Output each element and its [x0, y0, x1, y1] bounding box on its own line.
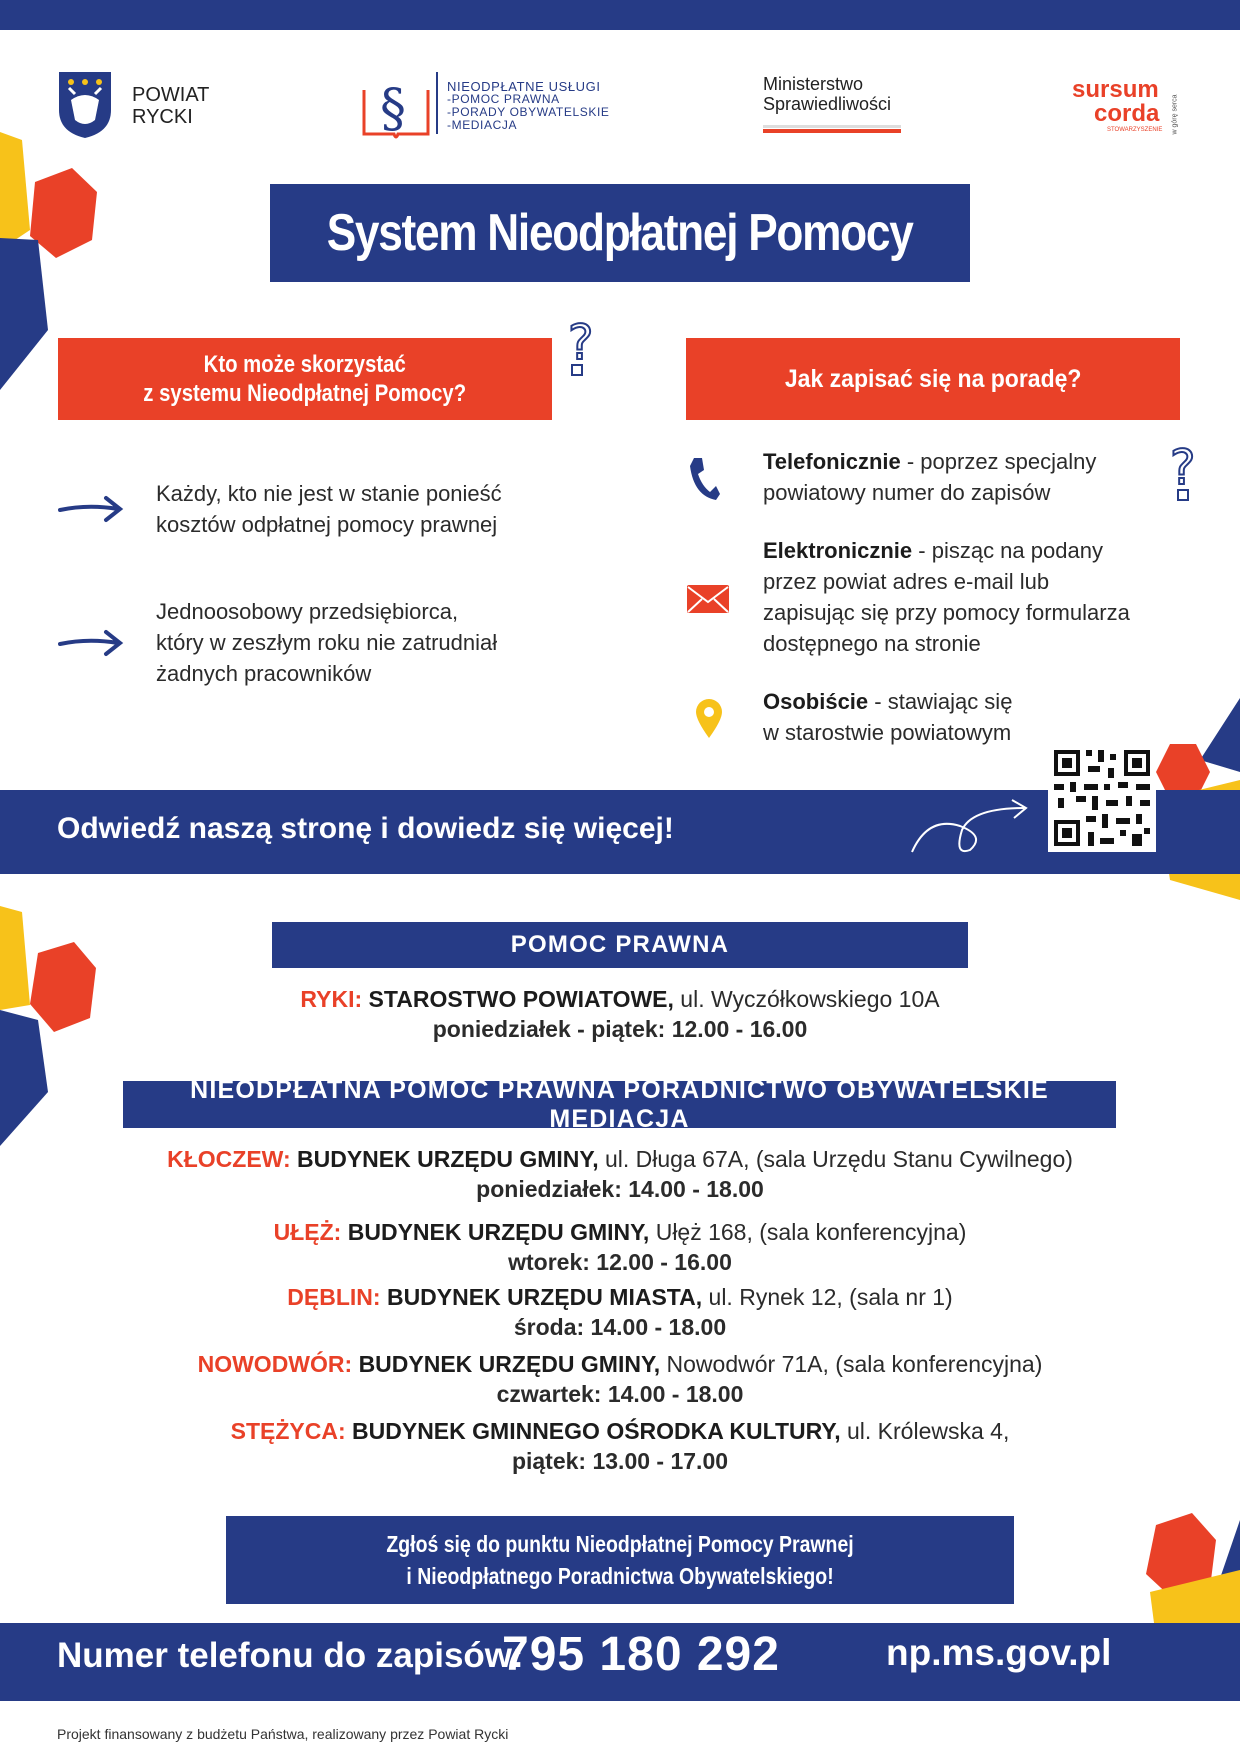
phone-label: Numer telefonu do zapisów:	[57, 1636, 524, 1675]
how-heading-box	[686, 338, 1180, 420]
point-entry-address	[0, 1349, 1240, 1379]
swirl-arrow-icon	[908, 796, 1032, 856]
powiat-rycki-logo	[57, 70, 113, 145]
how-phone-line-2: powiatowy numer do zapisów	[763, 480, 1051, 505]
point-place: DĘBLIN:	[287, 1284, 381, 1310]
phone-icon	[686, 454, 722, 502]
how-email-line-2: przez powiat adres e-mail lub	[763, 569, 1050, 594]
how-phone-bold: Telefonicznie	[763, 449, 901, 474]
how-email	[763, 535, 1130, 659]
how-phone-rest: - poprzez specjalny	[900, 449, 1097, 474]
question-mark-icon	[562, 313, 612, 381]
title-banner	[270, 184, 970, 282]
page-title: System Nieodpłatnej Pomocy	[327, 204, 913, 262]
footer-note: Projekt finansowany z budżetu Państwa, realizowany przez Powiat Rycki	[57, 1726, 509, 1742]
point-street: ul. Rynek 12, (sala nr 1)	[702, 1284, 953, 1310]
point-place: NOWODWÓR:	[197, 1351, 353, 1377]
sursum-corda-logo	[1072, 78, 1162, 134]
point-street: Ułęż 168, (sala konferencyjna)	[649, 1219, 967, 1245]
legal-help-building: STAROSTWO POWIATOWE,	[368, 986, 674, 1012]
nus-line-4: -MEDIACJA	[447, 118, 518, 132]
point-street: ul. Długa 67A, (sala Urzędu Stanu Cywilnego)	[598, 1146, 1073, 1172]
who-heading-box	[58, 338, 552, 420]
point-building: BUDYNEK URZĘDU GMINY,	[297, 1146, 599, 1172]
point-hours: wtorek: 12.00 - 16.00	[508, 1249, 732, 1275]
point-hours: czwartek: 14.00 - 18.00	[496, 1381, 744, 1407]
how-email-line-3: zapisując się przy pomocy formularza	[763, 600, 1130, 625]
legal-help-place: RYKI:	[300, 986, 363, 1012]
point-hours: piątek: 13.00 - 17.00	[511, 1448, 729, 1474]
question-mark-icon	[1164, 436, 1214, 508]
powiat-line-2: RYCKI	[132, 106, 193, 128]
points-heading-box	[123, 1075, 1116, 1133]
point-entry-address	[0, 1282, 1240, 1312]
legal-help-address	[0, 984, 1240, 1014]
point-building: BUDYNEK GMINNEGO OŚRODKA KULTURY,	[352, 1418, 841, 1444]
who-item-2-line-1: Jednoosobowy przedsiębiorca,	[156, 599, 459, 624]
who-heading-line-2: z systemu Nieodpłatnej Pomocy?	[143, 380, 467, 407]
point-building: BUDYNEK URZĘDU GMINY,	[347, 1219, 650, 1245]
cta-line-2: i Nieodpłatnego Poradnictwa Obywatelskiego!	[406, 1563, 834, 1589]
nieodplatne-uslugi-logo	[360, 70, 432, 147]
point-street: ul. Królewska 4,	[840, 1418, 1010, 1444]
ms-line-1: Ministerstwo	[763, 74, 864, 94]
qr-code[interactable]	[1048, 744, 1156, 852]
nus-line-1: NIEODPŁATNE USŁUGI	[447, 79, 601, 94]
point-building: BUDYNEK URZĘDU GMINY,	[358, 1351, 661, 1377]
how-email-rest: - pisząc na podany	[912, 538, 1103, 563]
w-gore-serca-wrap	[1170, 86, 1180, 138]
who-item-1	[156, 478, 502, 540]
how-person-bold: Osobiście	[763, 689, 869, 714]
svg-text:?: ?	[1170, 440, 1196, 496]
flag-white-bar	[763, 125, 901, 128]
who-item-1-line-2: kosztów odpłatnej pomocy prawnej	[156, 512, 498, 537]
stowarzyszenie-text: STOWARZYSZENIE	[1107, 127, 1163, 133]
point-building: BUDYNEK URZĘDU MIASTA,	[386, 1284, 703, 1310]
who-item-2-line-3: żadnych pracowników	[156, 661, 372, 686]
point-place: KŁOCZEW:	[167, 1146, 291, 1172]
how-person-line-2: w starostwie powiatowym	[763, 720, 1012, 745]
point-entry-address	[0, 1144, 1240, 1174]
powiat-line-1: POWIAT	[132, 84, 210, 106]
legal-help-heading-box	[272, 922, 968, 968]
who-item-2	[156, 596, 497, 689]
point-entry-address	[0, 1217, 1240, 1247]
how-email-bold: Elektronicznie	[763, 538, 913, 563]
w-gore-serca-text: w górę serca	[1171, 94, 1179, 135]
arrow-right-icon	[58, 494, 124, 524]
who-item-2-line-2: który w zeszłym roku nie zatrudniał	[156, 630, 498, 655]
who-item-1-line-1: Każdy, kto nie jest w stanie ponieść	[156, 481, 502, 506]
legal-help-street: ul. Wyczółkowskiego 10A	[673, 986, 940, 1012]
location-pin-icon	[694, 698, 724, 740]
website-link[interactable]: np.ms.gov.pl	[886, 1632, 1112, 1673]
point-street: Nowodwór 71A, (sala konferencyjna)	[660, 1351, 1043, 1377]
email-icon	[686, 584, 730, 614]
phone-number[interactable]: 795 180 292	[502, 1628, 780, 1681]
cta-line-1: Zgłoś się do punktu Nieodpłatnej Pomocy Prawnej	[386, 1531, 854, 1557]
how-email-line-4: dostępnego na stronie	[763, 631, 981, 656]
powiat-rycki-text	[132, 84, 209, 128]
top-strip	[0, 0, 1240, 30]
cta-box	[226, 1516, 1014, 1604]
nus-line-3: -PORADY OBYWATELSKIE	[447, 105, 610, 119]
svg-text:?: ?	[568, 315, 594, 371]
ministerstwo-logo	[763, 74, 891, 114]
sursum-text: sursum	[1072, 76, 1159, 103]
how-person	[763, 686, 1012, 748]
legal-help-hours: poniedziałek - piątek: 12.00 - 16.00	[432, 1016, 808, 1042]
paragraph-book-icon	[360, 70, 432, 142]
corda-text: corda	[1094, 100, 1160, 127]
coat-of-arms-icon	[57, 70, 113, 140]
how-heading: Jak zapisać się na poradę?	[784, 364, 1082, 393]
point-entry-address	[0, 1416, 1240, 1446]
point-place: UŁĘŻ:	[273, 1219, 342, 1245]
legal-help-heading: POMOC PRAWNA	[510, 931, 730, 958]
points-heading: NIEODPŁATNA POMOC PRAWNA PORADNICTWO OBYWATELSKIE MEDIACJA	[190, 1075, 1049, 1133]
arrow-right-icon	[58, 628, 124, 658]
how-phone	[763, 446, 1096, 508]
how-person-rest: - stawiając się	[868, 689, 1013, 714]
who-heading-line-1: Kto może skorzystać	[203, 351, 407, 378]
point-place: STĘŻYCA:	[230, 1418, 346, 1444]
nus-line-2: -POMOC PRAWNA	[447, 92, 560, 106]
visit-banner-text: Odwiedź naszą stronę i dowiedz się więcej!	[57, 812, 674, 845]
logo-divider	[436, 72, 438, 134]
flag-red-bar	[763, 129, 901, 133]
svg-text:§: §	[380, 79, 406, 139]
ms-line-2: Sprawiedliwości	[763, 94, 892, 114]
point-hours: poniedziałek: 14.00 - 18.00	[476, 1176, 764, 1202]
nieodplatne-uslugi-text	[447, 80, 609, 132]
point-hours: środa: 14.00 - 18.00	[513, 1314, 727, 1340]
qr-code-icon	[1048, 744, 1156, 852]
